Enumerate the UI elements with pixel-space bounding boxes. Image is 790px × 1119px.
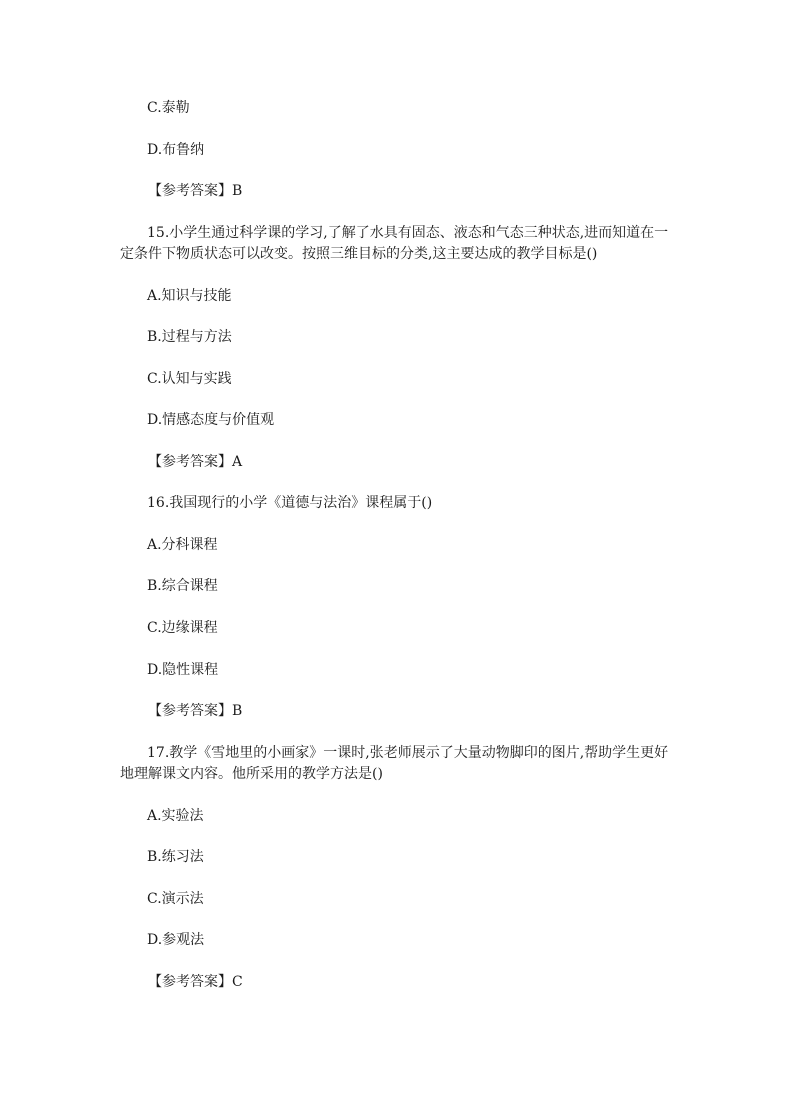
- option-c-q15: C.认知与实践: [147, 371, 232, 387]
- question-17-text: 17.教学《雪地里的小画家》一课时,张老师展示了大量动物脚印的图片,帮助学生更好地理解课文内容。他所采用的教学方法是(): [120, 745, 669, 782]
- option-c-q16: C.边缘课程: [147, 620, 218, 636]
- option-d-q16: D.隐性课程: [147, 662, 219, 678]
- answer-14: 【参考答案】B: [148, 183, 243, 199]
- option-d-q17: D.参观法: [147, 932, 205, 948]
- option-c-q17: C.演示法: [147, 891, 204, 907]
- question-16: 16.我国现行的小学《道德与法治》课程属于(): [147, 495, 433, 511]
- option-b-q15: B.过程与方法: [147, 329, 232, 345]
- question-15-text: 15.小学生通过科学课的学习,了解了水具有固态、液态和气态三种状态,进而知道在一定条件下物质状态可以改变。按照三维目标的分类,这主要达成的教学目标是(): [120, 225, 669, 262]
- question-17: [120, 743, 670, 785]
- option-a-q15: A.知识与技能: [147, 288, 232, 304]
- option-c-taylor: C.泰勒: [147, 100, 190, 116]
- answer-15: 【参考答案】A: [148, 454, 243, 470]
- answer-16: 【参考答案】B: [148, 703, 243, 719]
- question-15: [120, 223, 670, 265]
- option-d-bruner: D.布鲁纳: [147, 142, 205, 158]
- option-a-q17: A.实验法: [147, 808, 204, 824]
- option-b-q16: B.综合课程: [147, 578, 218, 594]
- option-d-q15: D.情感态度与价值观: [147, 412, 275, 428]
- answer-17: 【参考答案】C: [148, 974, 243, 990]
- option-b-q17: B.练习法: [147, 849, 204, 865]
- option-a-q16: A.分科课程: [147, 537, 218, 553]
